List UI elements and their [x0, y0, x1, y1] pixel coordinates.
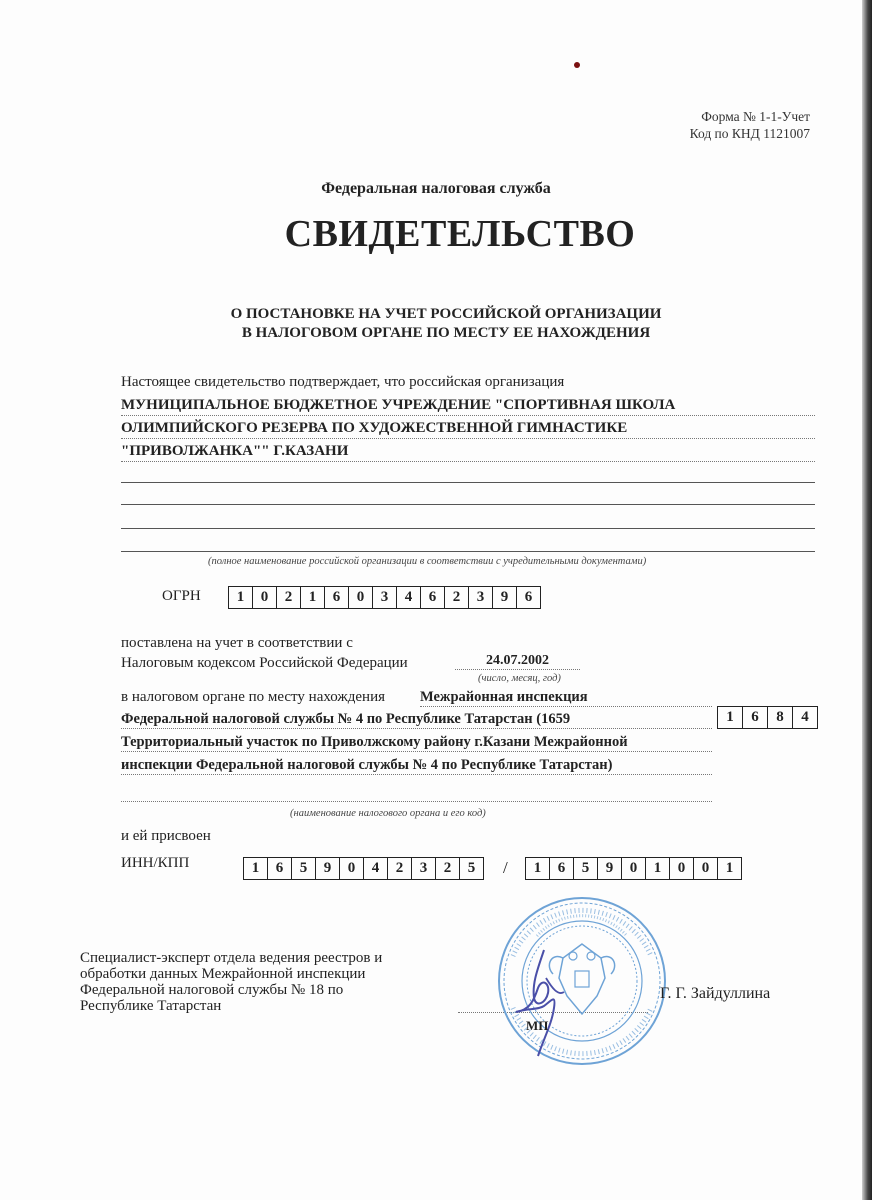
inn-digit: 9: [316, 858, 340, 879]
inn-digit: 5: [292, 858, 316, 879]
subtitle-line-2: В НАЛОГОВОМ ОРГАНЕ ПО МЕСТУ ЕЕ НАХОЖДЕНИЯ: [241, 325, 651, 341]
ogrn-digit: 6: [325, 587, 349, 608]
tax-authority-code-cells: [717, 706, 818, 729]
ink-mark: [574, 62, 580, 68]
ogrn-label: ОГРН: [162, 588, 201, 604]
registration-line-1: поставлена на учет в соответствии с: [121, 635, 353, 651]
stamp-place-label: МП: [526, 1018, 549, 1033]
intro-text: Настоящее свидетельство подтверждает, что российская организация: [121, 374, 565, 390]
tax-authority-blank-line: [121, 801, 712, 802]
agency-name: Федеральная налоговая служба: [321, 180, 551, 197]
ogrn-digit: 6: [524, 589, 533, 605]
inn-digit: 2: [436, 858, 460, 879]
document-subtitle: [0, 305, 872, 343]
org-name-caption: (полное наименование российской организации в соответствии с учредительными документами): [208, 556, 647, 567]
tax-code-digit: 4: [801, 709, 809, 725]
kpp-digit: 5: [574, 858, 598, 879]
ogrn-digit: 9: [493, 587, 517, 608]
ogrn-digit: 2: [445, 587, 469, 608]
inn-digit: 6: [268, 858, 292, 879]
tax-authority-line-3: Территориальный участок по Приволжскому району г.Казани Межрайонной: [121, 734, 712, 752]
subtitle-line-1: О ПОСТАНОВКЕ НА УЧЕТ РОССИЙСКОЙ ОРГАНИЗАЦИИ: [230, 306, 662, 322]
ogrn-digit: 1: [301, 587, 325, 608]
assigned-label: и ей присвоен: [121, 828, 211, 844]
tax-code-digit: 8: [768, 707, 793, 728]
tax-authority-line-1: Межрайонная инспекция: [420, 689, 712, 707]
inn-digit: 2: [388, 858, 412, 879]
inn-digit: 0: [340, 858, 364, 879]
kpp-digit: 0: [670, 858, 694, 879]
tax-code-digit: 1: [718, 707, 743, 728]
inn-digit: 4: [364, 858, 388, 879]
registration-date: 24.07.2002: [455, 653, 580, 670]
signatory-line-4: Республике Татарстан: [80, 998, 222, 1014]
org-name-blank-line: [121, 551, 815, 552]
org-name-block: [121, 395, 815, 462]
inn-kpp-label: ИНН/КПП: [121, 855, 190, 871]
inn-digit: 1: [244, 858, 268, 879]
tax-code-digit: 6: [743, 707, 768, 728]
kpp-cells: [525, 857, 742, 880]
knd-code: Код по КНД 1121007: [689, 126, 810, 141]
org-name-line-2: ОЛИМПИЙСКОГО РЕЗЕРВА ПО ХУДОЖЕСТВЕННОЙ ГИМНАСТИКЕ: [121, 418, 815, 439]
inn-kpp-separator: /: [503, 858, 508, 877]
signature: [508, 948, 578, 1058]
kpp-digit: 1: [526, 858, 550, 879]
signatory-line-2: обработки данных Межрайонной инспекции: [80, 966, 366, 982]
org-name-line-1: МУНИЦИПАЛЬНОЕ БЮДЖЕТНОЕ УЧРЕЖДЕНИЕ "СПОРТИВНАЯ ШКОЛА: [121, 395, 815, 416]
kpp-digit: 1: [646, 858, 670, 879]
ogrn-cells: [228, 586, 541, 609]
ogrn-digit: 6: [421, 587, 445, 608]
ogrn-digit: 4: [397, 587, 421, 608]
signatory-line-1: Специалист-эксперт отдела ведения реестров и: [80, 950, 383, 966]
kpp-digit: 9: [598, 858, 622, 879]
form-header: [690, 108, 810, 142]
tax-authority-prefix: в налоговом органе по месту нахождения: [121, 689, 386, 705]
signatory-position: [80, 950, 382, 1014]
inn-digit: 3: [412, 858, 436, 879]
ogrn-digit: 3: [373, 587, 397, 608]
ogrn-digit: 2: [277, 587, 301, 608]
form-number: Форма № 1-1-Учет: [701, 109, 810, 124]
registration-line-2: Налоговым кодексом Российской Федерации: [121, 655, 408, 671]
registration-date-caption: (число, месяц, год): [478, 673, 561, 684]
org-name-blank-line: [121, 482, 815, 483]
signatory-line-3: Федеральной налоговой службы № 18 по: [80, 982, 344, 998]
org-name-blank-line: [121, 528, 815, 529]
ogrn-digit: 1: [229, 587, 253, 608]
tax-authority-line-2: Федеральной налоговой службы № 4 по Республике Татарстан (1659: [121, 711, 712, 729]
ogrn-digit: 0: [253, 587, 277, 608]
document-title: СВИДЕТЕЛЬСТВО: [284, 213, 636, 255]
inn-cells: [243, 857, 484, 880]
ogrn-digit: 0: [349, 587, 373, 608]
tax-authority-caption: (наименование налогового органа и его код): [290, 808, 486, 819]
tax-authority-line-4: инспекции Федеральной налоговой службы № 4 по Республике Татарстан): [121, 757, 712, 775]
kpp-digit: 1: [725, 860, 734, 876]
kpp-digit: 6: [550, 858, 574, 879]
org-name-line-3: "ПРИВОЛЖАНКА"" Г.КАЗАНИ: [121, 441, 815, 462]
signatory-name: Г. Г. Зайдуллина: [660, 985, 771, 1002]
ogrn-digit: 3: [469, 587, 493, 608]
inn-digit: 5: [467, 860, 476, 876]
kpp-digit: 0: [694, 858, 718, 879]
kpp-digit: 0: [622, 858, 646, 879]
org-name-blank-line: [121, 504, 815, 505]
